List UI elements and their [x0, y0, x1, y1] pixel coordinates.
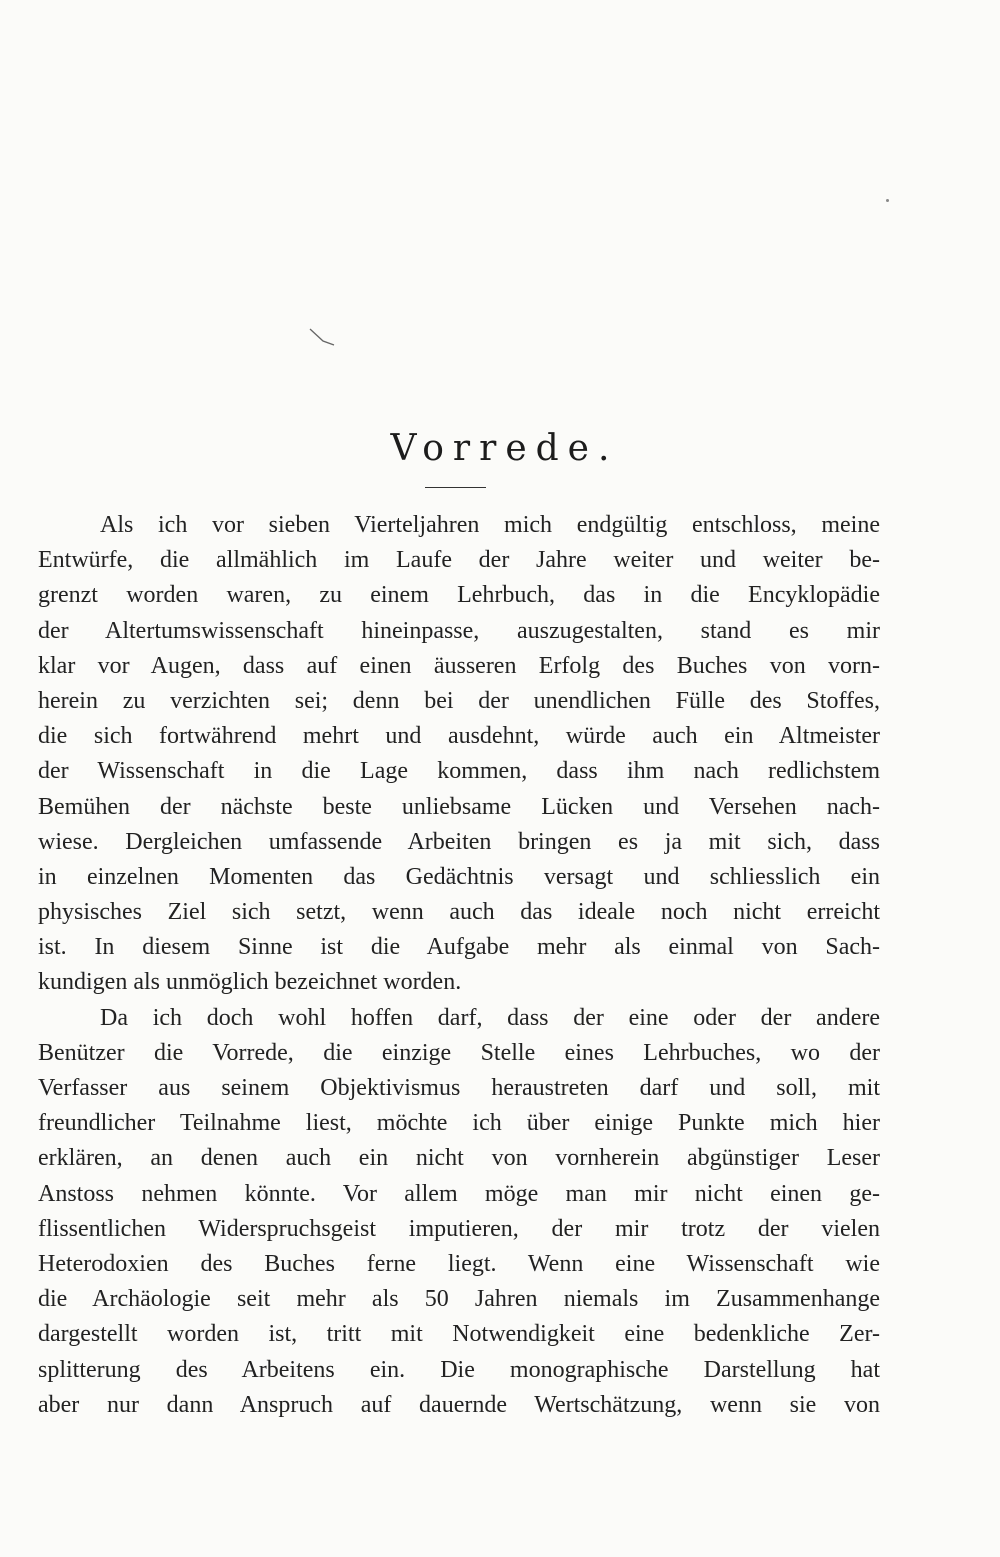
text-line: der Altertumswissenschaft hineinpasse, auszugestalten, stand es mir — [38, 617, 880, 644]
text-line: Da ich doch wohl hoffen darf, dass der eine oder der andere — [100, 1004, 880, 1031]
page-title: Vorrede. — [390, 428, 619, 469]
text-line: Heterodoxien des Buches ferne liegt. Wenn eine Wissenschaft wie — [38, 1250, 880, 1277]
text-line: physisches Ziel sich setzt, wenn auch das ideale noch nicht erreicht — [38, 899, 880, 926]
text-line: freundlicher Teilnahme liest, möchte ich über einige Punkte mich hier — [38, 1110, 880, 1137]
body-text — [38, 508, 880, 1423]
text-line: Verfasser aus seinem Objektivismus heraustreten darf und soll, mit — [38, 1075, 880, 1101]
text-line: kundigen als unmöglich bezeichnet worden. — [38, 969, 462, 996]
text-line: splitterung des Arbeitens ein. Die monographische Darstellung hat — [38, 1356, 880, 1383]
text-line: Bemühen der nächste beste unliebsame Lücken und Versehen nach- — [38, 793, 880, 820]
text-line: Anstoss nehmen könnte. Vor allem möge man mir nicht einen ge- — [38, 1180, 880, 1207]
text-line: grenzt worden waren, zu einem Lehrbuch, das in die Encyklopädie — [38, 582, 880, 609]
text-line: herein zu verzichten sei; denn bei der unendlichen Fülle des Stoffes, — [38, 687, 880, 714]
text-line: Benützer die Vorrede, die einzige Stelle eines Lehrbuches, wo der — [38, 1039, 880, 1066]
text-line: die Archäologie seit mehr als 50 Jahren niemals im Zusammenhange — [38, 1286, 880, 1313]
paper-speck — [886, 199, 889, 202]
text-line: der Wissenschaft in die Lage kommen, dass ihm nach redlichstem — [38, 758, 880, 785]
paragraph-1 — [38, 508, 880, 1001]
text-line: Entwürfe, die allmählich im Laufe der Jahre weiter und weiter be- — [38, 547, 880, 574]
text-line: in einzelnen Momenten das Gedächtnis versagt und schliesslich ein — [38, 863, 880, 890]
text-line: die sich fortwährend mehrt und ausdehnt, würde auch ein Altmeister — [38, 723, 880, 750]
text-line: ist. In diesem Sinne ist die Aufgabe mehr als einmal von Sach- — [38, 934, 880, 961]
text-line: flissentlichen Widerspruchsgeist imputieren, der mir trotz der vielen — [38, 1215, 880, 1242]
text-line: erklären, an denen auch ein nicht von vornherein abgünstiger Leser — [38, 1145, 880, 1172]
pencil-mark — [309, 328, 335, 346]
title-rule — [425, 487, 486, 488]
paragraph-2 — [38, 1001, 880, 1423]
text-line: dargestellt worden ist, tritt mit Notwendigkeit eine bedenkliche Zer- — [38, 1321, 880, 1348]
text-line: klar vor Augen, dass auf einen äusseren Erfolg des Buches von vorn- — [38, 652, 880, 679]
text-line: Als ich vor sieben Vierteljahren mich endgültig entschloss, meine — [100, 512, 880, 538]
text-line: wiese. Dergleichen umfassende Arbeiten bringen es ja mit sich, dass — [38, 828, 880, 855]
text-line: aber nur dann Anspruch auf dauernde Wertschätzung, wenn sie von — [38, 1391, 880, 1418]
